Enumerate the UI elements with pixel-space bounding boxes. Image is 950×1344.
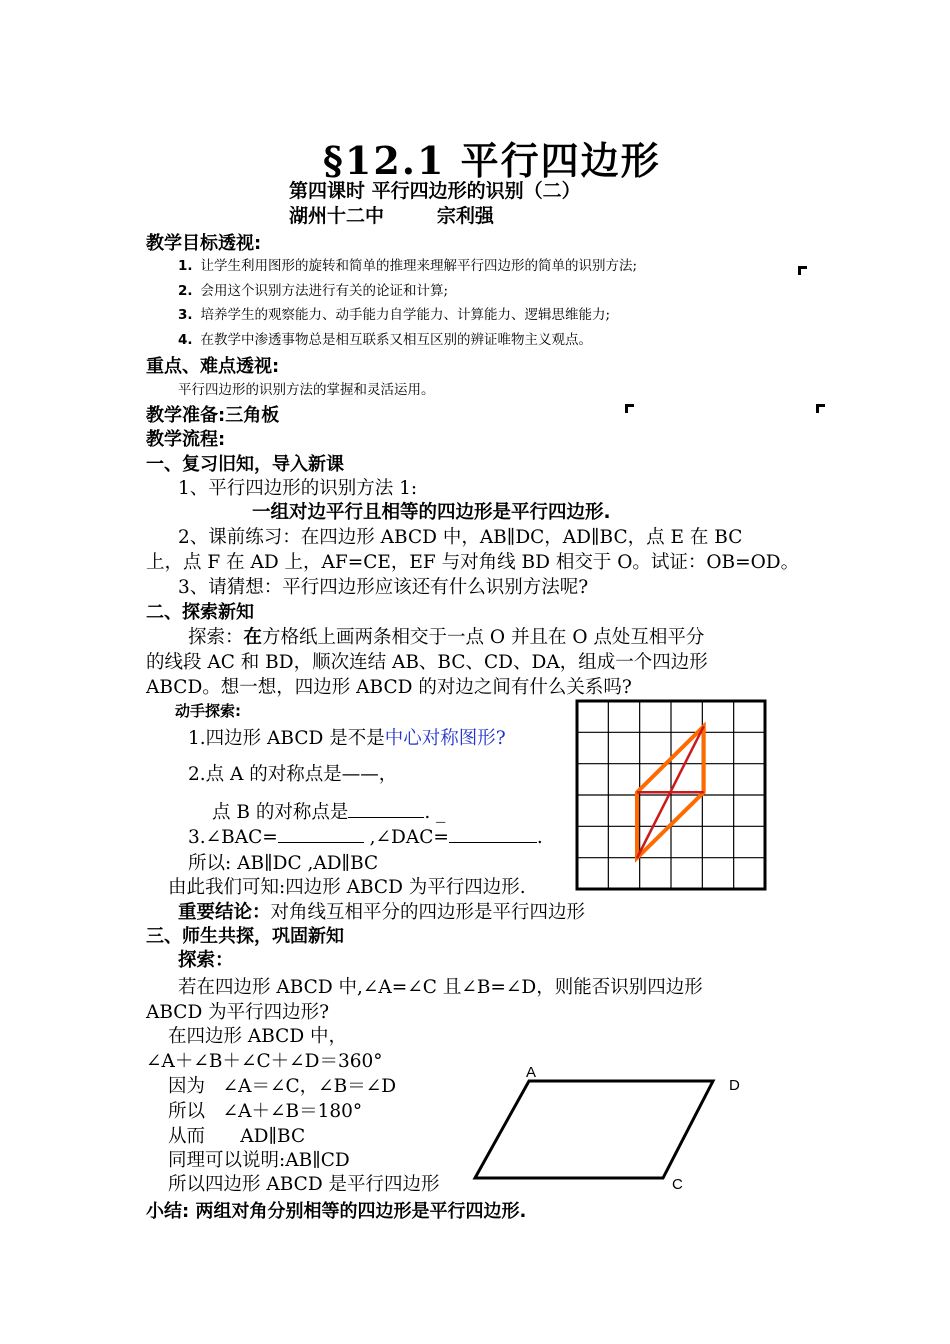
goal-item-1: 1. 让学生利用图形的旋转和简单的推理来理解平行四边形的简单的识别方法;	[178, 258, 638, 274]
method-intro: 1、平行四边形的识别方法 1:	[178, 478, 418, 499]
goal-item-3: 3. 培养学生的观察能力、动手能力自学能力、计算能力、逻辑思维能力;	[178, 307, 611, 323]
question-1: 1.四边形 ABCD 是不是中心对称图形?	[188, 728, 506, 749]
corner-mark	[798, 266, 807, 275]
corner-mark	[625, 404, 634, 413]
prep-line: 教学准备:三角板	[146, 405, 280, 426]
goals-heading: 教学目标透视:	[146, 233, 262, 254]
author-line: 湖州十二中 宗利强	[289, 205, 494, 227]
keypoints-text: 平行四边形的识别方法的掌握和灵活运用。	[178, 382, 435, 398]
answer-blank[interactable]	[348, 800, 424, 818]
question-3: 3.∠BAC= ,∠DAC= .	[188, 827, 543, 848]
explore-line-3: ABCD。想一想，四边形 ABCD 的对边之间有什么关系吗?	[146, 677, 632, 698]
section3-line-2: ABCD 为平行四边形?	[146, 1002, 330, 1023]
proof-line-7: 所以四边形 ABCD 是平行四边形	[168, 1174, 440, 1195]
section1-heading: 一、复习旧知，导入新课	[146, 454, 344, 475]
corner-mark	[816, 404, 825, 413]
proof-line-1: 在四边形 ABCD 中，	[168, 1026, 348, 1047]
page-title: §12.1 平行四边形	[323, 138, 661, 183]
explore-line-1: 探索：在方格纸上画两条相交于一点 O 并且在 O 点处互相平分	[188, 627, 705, 648]
method1-statement: 一组对边平行且相等的四边形是平行四边形.	[252, 502, 611, 523]
explore-line-2: 的线段 AC 和 BD，顺次连结 AB、BC、CD、DA，组成一个四边形	[146, 652, 708, 673]
conclusion-line: 重要结论：对角线互相平分的四边形是平行四边形	[178, 902, 586, 923]
flow-heading: 教学流程:	[146, 429, 226, 450]
answer-blank-bac[interactable]	[278, 825, 364, 843]
vertex-label-c: C	[672, 1176, 683, 1193]
guess-line: 3、请猜想：平行四边形应该还有什么识别方法呢?	[178, 577, 589, 598]
section3-heading: 三、师生共探，巩固新知	[146, 926, 344, 947]
hence-line: 由此我们可知:四边形 ABCD 为平行四边形.	[168, 877, 526, 898]
proof-line-6: 同理可以说明:AB∥CD	[168, 1150, 350, 1171]
vertex-label-d: D	[729, 1077, 740, 1094]
exercise-line-2: 上，点 F 在 AD 上，AF=CE，EF 与对角线 BD 相交于 O。试证：OB=OD。	[146, 552, 800, 573]
grid-figure	[570, 697, 770, 893]
parallelogram-abcd	[475, 1081, 713, 1178]
proof-line-2: ∠A＋∠B＋∠C＋∠D＝360°	[146, 1051, 383, 1072]
center-symmetric-link[interactable]: 中心对称图形?	[384, 728, 506, 749]
keypoints-heading: 重点、难点透视:	[146, 356, 280, 377]
vertex-label-a: A	[526, 1064, 537, 1081]
hands-on-heading: 动手探索:	[175, 702, 241, 720]
goal-item-4: 4. 在教学中渗透事物总是相互联系又相互区别的辨证唯物主义观点。	[178, 332, 593, 348]
proof-line-3: 因为 ∠A＝∠C，∠B＝∠D	[168, 1076, 397, 1097]
section3-explore-label: 探索：	[178, 950, 234, 971]
so-line: 所以: AB∥DC ,AD∥BC	[188, 853, 379, 874]
summary-line: 小结: 两组对角分别相等的四边形是平行四边形.	[146, 1201, 527, 1222]
section3-line-1: 若在四边形 ABCD 中,∠A=∠C 且∠B=∠D，则能否识别四边形	[178, 977, 703, 998]
lesson-subtitle: 第四课时 平行四边形的识别（二）	[289, 180, 581, 202]
proof-line-4: 所以 ∠A＋∠B＝180°	[168, 1101, 363, 1122]
answer-blank-dac[interactable]	[449, 825, 537, 843]
grid-lines	[577, 701, 765, 889]
parallelogram-figure	[465, 1060, 755, 1200]
question-2: 2.点 A 的对称点是——，	[188, 764, 398, 785]
question-2b: 点 B 的对称点是 . _	[212, 802, 446, 823]
goal-item-2: 2. 会用这个识别方法进行有关的论证和计算;	[178, 283, 449, 299]
section2-heading: 二、探索新知	[146, 602, 254, 623]
exercise-line-1: 2、课前练习：在四边形 ABCD 中，AB∥DC，AD∥BC，点 E 在 BC	[178, 527, 743, 548]
proof-line-5: 从而 AD∥BC	[168, 1126, 306, 1147]
